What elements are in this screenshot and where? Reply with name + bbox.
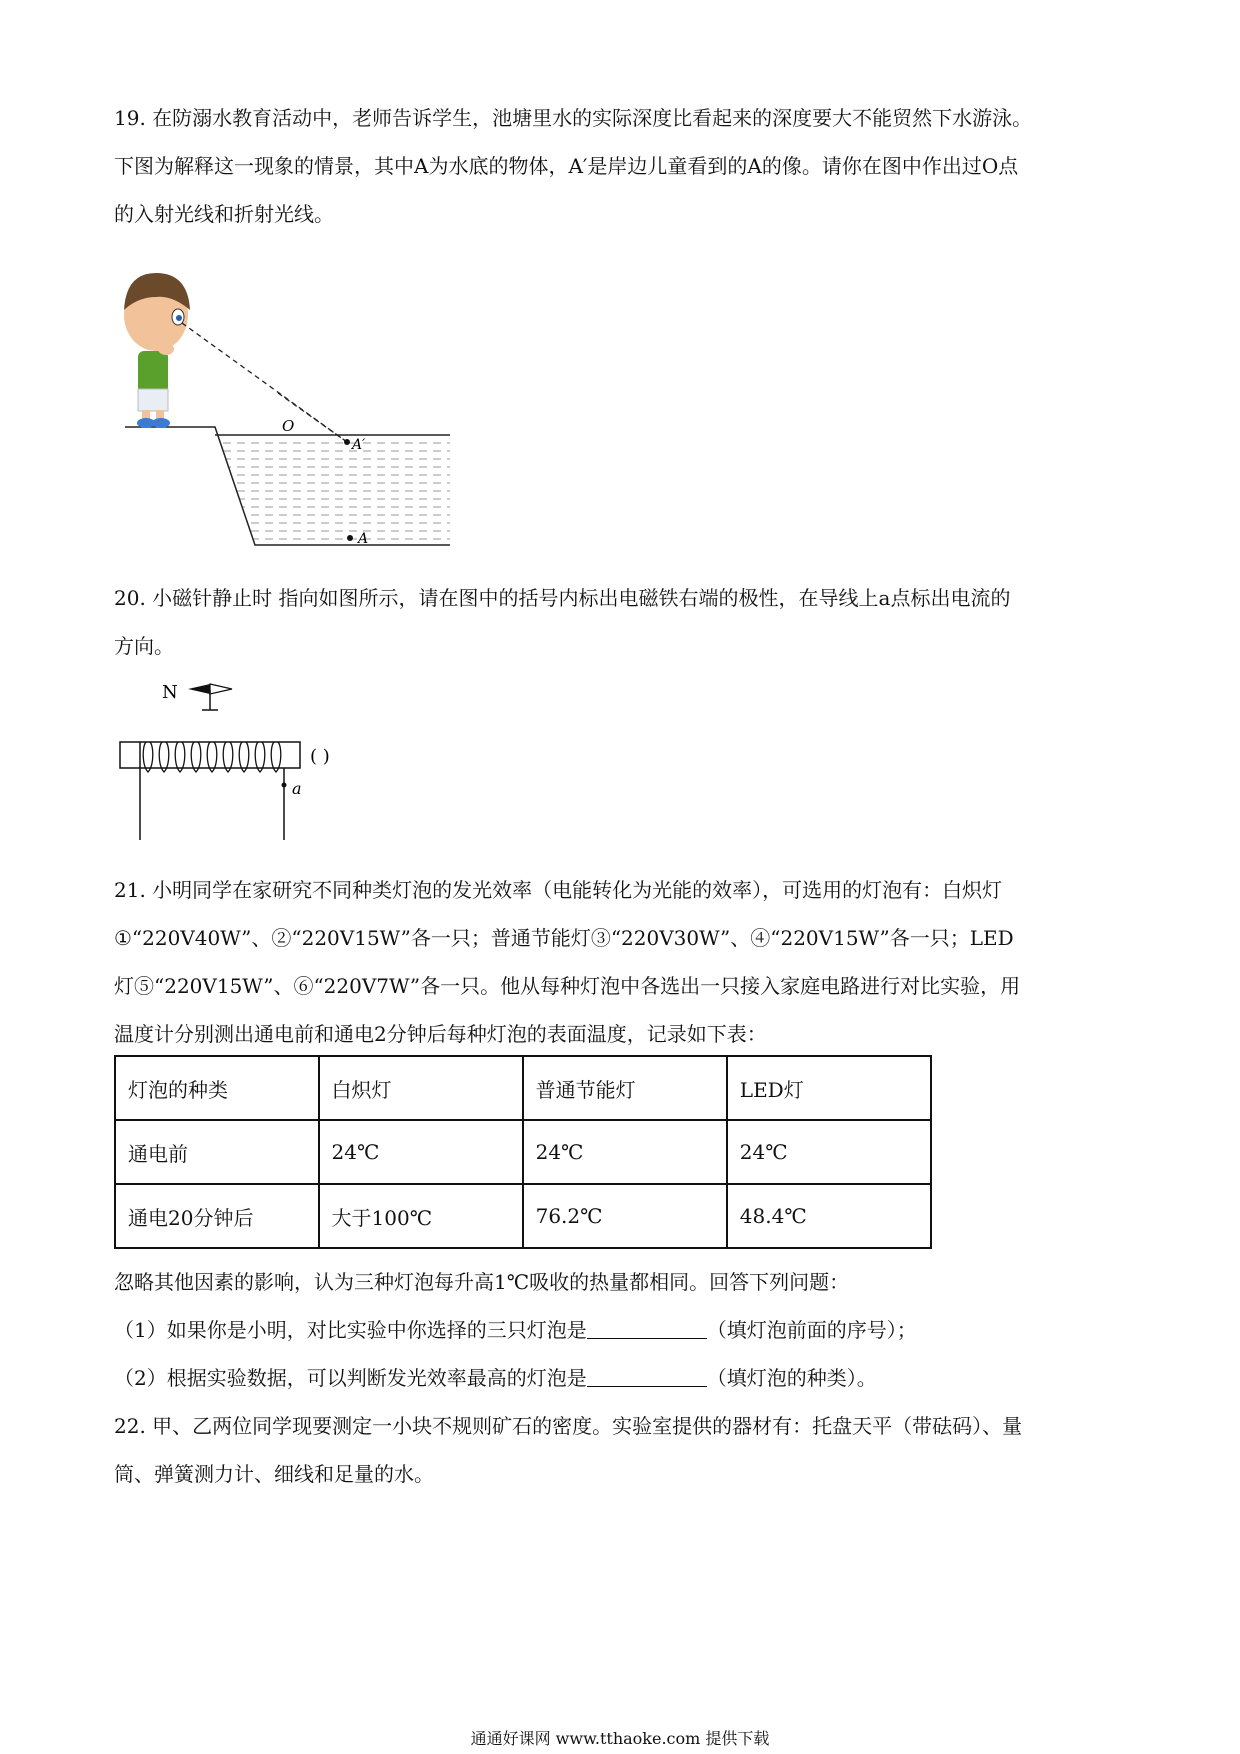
table-cell: 24℃ (319, 1120, 523, 1184)
pole-answer-bracket: ( ) (310, 746, 330, 767)
table-cell: 灯泡的种类 (115, 1056, 319, 1120)
q21-after-text: 忽略其他因素的影响，认为三种灯泡每升高1℃吸收的热量都相同。回答下列问题： (114, 1270, 850, 1294)
point-A-image (344, 439, 350, 445)
q22-line-1: 22. 甲、乙两位同学现要测定一小块不规则矿石的密度。实验室提供的器材有：托盘天平（带砝码）、量 (114, 1414, 1023, 1438)
table-cell: LED灯 (727, 1056, 931, 1120)
answer-blank-2[interactable] (587, 1364, 707, 1387)
table-row (115, 1120, 931, 1184)
table-cell: 76.2℃ (523, 1184, 727, 1248)
table-cell: 24℃ (523, 1120, 727, 1184)
compass-needle-icon (188, 684, 232, 710)
q20-line-1: 20. 小磁针静止时 指向如图所示，请在图中的括号内标出电磁铁右端的极性，在导线上a点标出电流的 (114, 586, 1011, 610)
point-a (282, 783, 287, 788)
q21-sub1-prompt: （1）如果你是小明，对比实验中你选择的三只灯泡是 (114, 1318, 587, 1342)
table-row (115, 1184, 931, 1248)
table-cell: 48.4℃ (727, 1184, 931, 1248)
question-19-text (114, 94, 1134, 238)
q21-line-2: ①“220V40W”、②“220V15W”各一只；普通节能灯③“220V30W”、④“220V15W”各一只；LED (114, 926, 1014, 950)
q20-line-2: 方向。 (114, 634, 174, 658)
q21-sub1-hint: （填灯泡前面的序号）； (706, 1318, 917, 1342)
temperature-table (114, 1055, 932, 1249)
point-A (347, 535, 353, 541)
question-21-text (114, 866, 1134, 1058)
iron-core (120, 742, 300, 768)
table-cell: 通电20分钟后 (115, 1184, 319, 1248)
question-22-text (114, 1402, 1134, 1498)
table-cell: 普通节能灯 (523, 1056, 727, 1120)
page-footer: 通通好课网 www.tthaoke.com 提供下载 (470, 1729, 770, 1748)
label-A: A (358, 531, 369, 547)
q21-sub2-prompt: （2）根据实验数据，可以判断发光效率最高的灯泡是 (114, 1366, 587, 1390)
label-a: a (292, 779, 302, 798)
q19-line-2: 下图为解释这一现象的情景，其中A为水底的物体，A′是岸边儿童看到的A的像。请你在图中作出过O点 (114, 154, 1019, 178)
label-N: N (162, 682, 178, 703)
q21-sub-question-1 (114, 1306, 1134, 1354)
table-cell: 白炽灯 (319, 1056, 523, 1120)
electromagnet-figure (110, 670, 390, 845)
child-icon (124, 273, 190, 428)
q21-line-4: 温度计分别测出通电前和通电2分钟后每种灯泡的表面温度，记录如下表： (114, 1022, 767, 1046)
q21-line-1: 21. 小明同学在家研究不同种类灯泡的发光效率（电能转化为光能的效率），可选用的灯泡有：白炽灯 (114, 878, 1003, 902)
answer-blank-1[interactable] (587, 1316, 707, 1339)
label-A-image: A′ (352, 437, 366, 453)
table-cell: 大于100℃ (319, 1184, 523, 1248)
table-row (115, 1056, 931, 1120)
q19-line-3: 的入射光线和折射光线。 (114, 202, 334, 226)
q21-sub2-hint: （填灯泡的种类）。 (706, 1366, 877, 1390)
table-cell: 24℃ (727, 1120, 931, 1184)
q22-line-2: 筒、弹簧测力计、细线和足量的水。 (114, 1462, 434, 1486)
pond-figure (110, 255, 470, 555)
water-area (217, 435, 450, 545)
label-O: O (282, 417, 295, 435)
q19-line-1: 19. 在防溺水教育活动中，老师告诉学生，池塘里水的实际深度比看起来的深度要大不能贸然下水游泳。 (114, 106, 1033, 130)
question-21-followup (114, 1258, 1134, 1402)
table-cell: 通电前 (115, 1120, 319, 1184)
question-20-text (114, 574, 1134, 670)
q21-line-3: 灯⑤“220V15W”、⑥“220V7W”各一只。他从每种灯泡中各选出一只接入家庭电路进行对比实验，用 (114, 974, 1021, 998)
q21-sub-question-2 (114, 1354, 1134, 1402)
